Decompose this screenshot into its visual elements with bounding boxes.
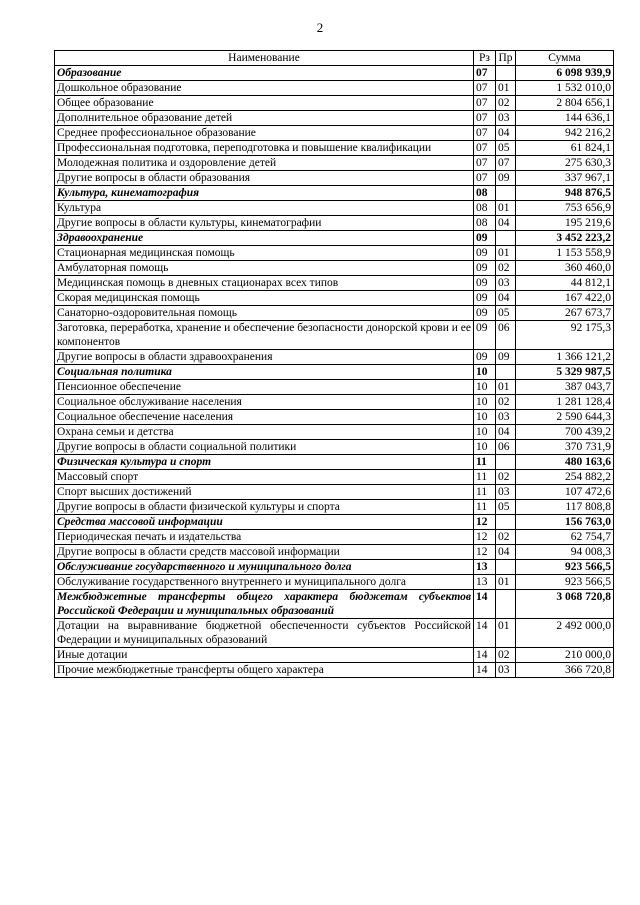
row-rz-cell: 09 [474,350,496,365]
row-sum-cell: 700 439,2 [516,425,614,440]
row-pr-cell: 01 [496,81,516,96]
row-name-cell: Обслуживание государственного внутреннего и муниципального долга [55,575,474,590]
row-pr-cell: 05 [496,306,516,321]
row-name-cell: Медицинская помощь в дневных стационарах всех типов [55,276,474,291]
row-pr-cell: 06 [496,321,516,350]
row-name-cell: Дошкольное образование [55,81,474,96]
row-rz-cell: 14 [474,663,496,678]
row-name-cell: Среднее профессиональное образование [55,126,474,141]
row-sum-cell: 144 636,1 [516,111,614,126]
budget-table [54,50,614,678]
row-pr-cell [496,231,516,246]
table-row [55,619,614,648]
row-pr-cell [496,66,516,81]
row-name-cell: Культура [55,201,474,216]
row-pr-cell: 01 [496,246,516,261]
row-sum-cell: 942 216,2 [516,126,614,141]
table-row [55,575,614,590]
row-sum-cell: 1 153 558,9 [516,246,614,261]
row-name-cell: Межбюджетные трансферты общего характера бюджетам субъектов Российской Федерации и муниципальных образований [55,590,474,619]
row-name-cell: Прочие межбюджетные трансферты общего характера [55,663,474,678]
row-pr-cell: 04 [496,291,516,306]
row-rz-cell: 13 [474,575,496,590]
row-sum-cell: 366 720,8 [516,663,614,678]
row-pr-cell: 02 [496,96,516,111]
table-header-row [55,51,614,66]
row-rz-cell: 07 [474,126,496,141]
row-pr-cell: 05 [496,141,516,156]
header-sum: Сумма [516,51,614,66]
table-row [55,530,614,545]
row-pr-cell: 03 [496,663,516,678]
row-pr-cell: 04 [496,545,516,560]
row-rz-cell: 13 [474,560,496,575]
row-name-cell: Пенсионное обеспечение [55,380,474,395]
header-rz: Рз [474,51,496,66]
row-name-cell: Социальная политика [55,365,474,380]
row-pr-cell: 09 [496,171,516,186]
row-rz-cell: 09 [474,246,496,261]
table-row [55,111,614,126]
row-pr-cell [496,455,516,470]
row-pr-cell: 04 [496,126,516,141]
table-row [55,440,614,455]
row-sum-cell: 3 452 223,2 [516,231,614,246]
row-sum-cell: 275 630,3 [516,156,614,171]
row-sum-cell: 1 281 128,4 [516,395,614,410]
section-row [55,365,614,380]
row-sum-cell: 923 566,5 [516,575,614,590]
row-sum-cell: 2 492 000,0 [516,619,614,648]
row-pr-cell: 04 [496,425,516,440]
row-pr-cell: 01 [496,575,516,590]
row-rz-cell: 12 [474,530,496,545]
row-name-cell: Социальное обслуживание населения [55,395,474,410]
row-name-cell: Охрана семьи и детства [55,425,474,440]
row-rz-cell: 07 [474,171,496,186]
row-sum-cell: 5 329 987,5 [516,365,614,380]
row-pr-cell: 07 [496,156,516,171]
table-row [55,545,614,560]
row-name-cell: Молодежная политика и оздоровление детей [55,156,474,171]
row-sum-cell: 753 656,9 [516,201,614,216]
row-sum-cell: 61 824,1 [516,141,614,156]
table-row [55,156,614,171]
row-sum-cell: 1 366 121,2 [516,350,614,365]
row-rz-cell: 09 [474,231,496,246]
row-pr-cell: 02 [496,530,516,545]
row-pr-cell: 06 [496,440,516,455]
row-pr-cell: 05 [496,500,516,515]
row-sum-cell: 2 590 644,3 [516,410,614,425]
table-body [55,66,614,678]
row-sum-cell: 117 808,8 [516,500,614,515]
section-row [55,66,614,81]
row-name-cell: Другие вопросы в области культуры, кинематографии [55,216,474,231]
table-row [55,201,614,216]
row-sum-cell: 62 754,7 [516,530,614,545]
row-name-cell: Дотации на выравнивание бюджетной обеспеченности субъектов Российской Федерации и муниципальных образований [55,619,474,648]
row-rz-cell: 11 [474,455,496,470]
row-name-cell: Другие вопросы в области здравоохранения [55,350,474,365]
row-rz-cell: 09 [474,291,496,306]
row-name-cell: Другие вопросы в области образования [55,171,474,186]
table-row [55,380,614,395]
section-row [55,560,614,575]
row-rz-cell: 07 [474,156,496,171]
row-sum-cell: 337 967,1 [516,171,614,186]
row-name-cell: Профессиональная подготовка, переподготовка и повышение квалификации [55,141,474,156]
row-name-cell: Санаторно-оздоровительная помощь [55,306,474,321]
row-sum-cell: 2 804 656,1 [516,96,614,111]
row-rz-cell: 10 [474,425,496,440]
row-pr-cell: 02 [496,470,516,485]
row-sum-cell: 3 068 720,8 [516,590,614,619]
row-sum-cell: 923 566,5 [516,560,614,575]
header-pr: Пр [496,51,516,66]
section-row [55,590,614,619]
row-name-cell: Образование [55,66,474,81]
row-name-cell: Стационарная медицинская помощь [55,246,474,261]
row-pr-cell: 03 [496,111,516,126]
row-pr-cell [496,515,516,530]
row-name-cell: Периодическая печать и издательства [55,530,474,545]
row-pr-cell: 03 [496,276,516,291]
row-rz-cell: 10 [474,380,496,395]
row-sum-cell: 948 876,5 [516,186,614,201]
row-rz-cell: 07 [474,96,496,111]
row-name-cell: Общее образование [55,96,474,111]
section-row [55,231,614,246]
row-sum-cell: 387 043,7 [516,380,614,395]
row-sum-cell: 94 008,3 [516,545,614,560]
row-pr-cell: 09 [496,350,516,365]
table-row [55,276,614,291]
row-pr-cell: 02 [496,395,516,410]
table-row [55,321,614,350]
row-pr-cell [496,560,516,575]
row-name-cell: Амбулаторная помощь [55,261,474,276]
table-row [55,500,614,515]
table-row [55,126,614,141]
row-rz-cell: 11 [474,470,496,485]
row-pr-cell: 01 [496,619,516,648]
row-sum-cell: 480 163,6 [516,455,614,470]
row-rz-cell: 08 [474,216,496,231]
row-sum-cell: 107 472,6 [516,485,614,500]
row-rz-cell: 07 [474,111,496,126]
row-rz-cell: 14 [474,648,496,663]
table-row [55,141,614,156]
row-rz-cell: 10 [474,395,496,410]
row-pr-cell: 01 [496,201,516,216]
section-row [55,455,614,470]
row-name-cell: Спорт высших достижений [55,485,474,500]
row-name-cell: Другие вопросы в области средств массовой информации [55,545,474,560]
row-name-cell: Культура, кинематография [55,186,474,201]
table-row [55,246,614,261]
row-name-cell: Обслуживание государственного и муниципального долга [55,560,474,575]
row-sum-cell: 210 000,0 [516,648,614,663]
row-name-cell: Физическая культура и спорт [55,455,474,470]
row-rz-cell: 10 [474,410,496,425]
row-name-cell: Скорая медицинская помощь [55,291,474,306]
row-name-cell: Заготовка, переработка, хранение и обеспечение безопасности донорской крови и ее компонентов [55,321,474,350]
row-pr-cell [496,365,516,380]
table-row [55,425,614,440]
row-rz-cell: 07 [474,81,496,96]
table-row [55,306,614,321]
row-sum-cell: 254 882,2 [516,470,614,485]
row-rz-cell: 14 [474,590,496,619]
table-row [55,96,614,111]
table-row [55,410,614,425]
row-sum-cell: 167 422,0 [516,291,614,306]
row-rz-cell: 08 [474,201,496,216]
row-rz-cell: 10 [474,365,496,380]
table-row [55,81,614,96]
table-row [55,261,614,276]
row-pr-cell: 01 [496,380,516,395]
row-rz-cell: 12 [474,545,496,560]
row-name-cell: Социальное обеспечение населения [55,410,474,425]
table-row [55,216,614,231]
row-sum-cell: 360 460,0 [516,261,614,276]
table-row [55,485,614,500]
row-name-cell: Здравоохранение [55,231,474,246]
table-row [55,171,614,186]
section-row [55,186,614,201]
row-sum-cell: 370 731,9 [516,440,614,455]
row-sum-cell: 1 532 010,0 [516,81,614,96]
row-rz-cell: 07 [474,66,496,81]
row-pr-cell: 04 [496,216,516,231]
row-name-cell: Другие вопросы в области социальной политики [55,440,474,455]
row-rz-cell: 09 [474,276,496,291]
row-pr-cell [496,186,516,201]
row-rz-cell: 12 [474,515,496,530]
row-sum-cell: 267 673,7 [516,306,614,321]
section-row [55,515,614,530]
row-sum-cell: 44 812,1 [516,276,614,291]
row-rz-cell: 11 [474,500,496,515]
row-rz-cell: 09 [474,321,496,350]
row-rz-cell: 09 [474,261,496,276]
row-name-cell: Дополнительное образование детей [55,111,474,126]
table-row [55,350,614,365]
row-rz-cell: 14 [474,619,496,648]
table-row [55,395,614,410]
row-pr-cell: 03 [496,485,516,500]
table-row [55,663,614,678]
row-name-cell: Другие вопросы в области физической культуры и спорта [55,500,474,515]
table-row [55,470,614,485]
row-rz-cell: 07 [474,141,496,156]
header-name: Наименование [55,51,474,66]
row-sum-cell: 6 098 939,9 [516,66,614,81]
page-number: 2 [316,20,324,35]
row-pr-cell: 02 [496,261,516,276]
row-sum-cell: 156 763,0 [516,515,614,530]
table-row [55,291,614,306]
row-rz-cell: 10 [474,440,496,455]
row-sum-cell: 92 175,3 [516,321,614,350]
row-sum-cell: 195 219,6 [516,216,614,231]
row-rz-cell: 09 [474,306,496,321]
row-rz-cell: 11 [474,485,496,500]
row-pr-cell: 02 [496,648,516,663]
table-row [55,648,614,663]
row-name-cell: Средства массовой информации [55,515,474,530]
row-rz-cell: 08 [474,186,496,201]
row-pr-cell: 03 [496,410,516,425]
row-name-cell: Иные дотации [55,648,474,663]
row-pr-cell [496,590,516,619]
row-name-cell: Массовый спорт [55,470,474,485]
